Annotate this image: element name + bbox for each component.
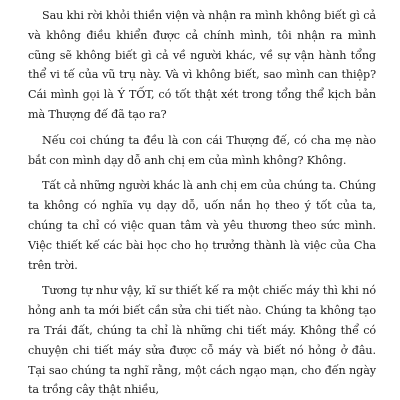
paragraph-2: Nếu coi chúng ta đều là con cái Thượng đế, có cha mẹ nào bắt con mình dạy dỗ anh chị em của mình không? Không. — [28, 133, 376, 167]
paragraph-1: Sau khi rời khỏi thiền viện và nhận ra mình không biết gì cả và không điều khiển được cả chính mình, tôi nhận ra mình cũng sẽ không biết gì cả về người khác, về sự vận hành tổng thể vi tế của vũ trụ này. Và vì không biết, sao mình can thiệp? Cái mình gọi là Ý TỐT, có tốt thật xét trong tổng thể kịch bản mà Thượng đế đã tạo ra? — [28, 9, 376, 121]
paragraph-4: Tương tự như vậy, kĩ sư thiết kế ra một chiếc máy thì khi nó hỏng anh ta mới biết cần sửa chi tiết nào. Chúng ta không tạo ra Trái đất, chúng ta chỉ là những chi tiết máy. Không thể có chuyện chi tiết máy sửa được cỗ máy và biết nó hỏng ở đâu. Tại sao chúng ta nghĩ rằng, một cách ngạo mạn, cho đến ngày ta trồng cây thật nhiều, — [28, 284, 376, 397]
paragraph-3: Tất cả những người khác là anh chị em của chúng ta. Chúng ta không có nghĩa vụ dạy dỗ, uốn nắn họ theo ý tốt của ta, chúng ta chỉ có việc quan tâm và yêu thương theo sức mình. Việc thiết kế các bài học cho họ trưởng thành là việc của Cha trên trời. — [28, 179, 376, 272]
